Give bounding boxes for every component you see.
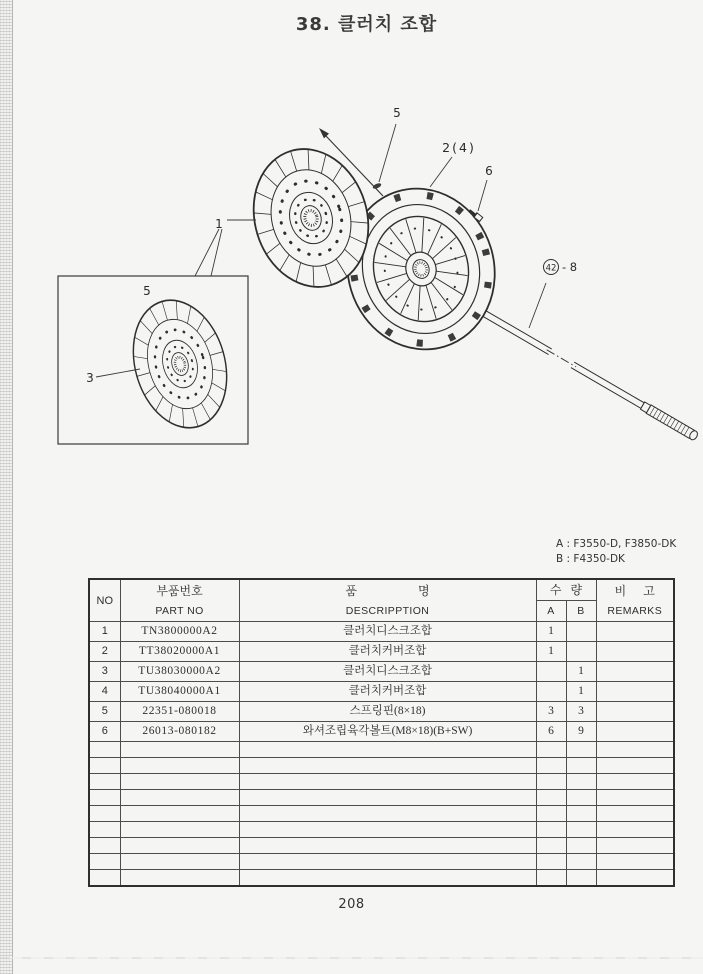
cell-part: 22351-080018 — [120, 702, 239, 722]
cell-qty-a: 3 — [536, 702, 566, 722]
cell-no: 6 — [89, 722, 120, 742]
cell-no: 4 — [89, 682, 120, 702]
table-row — [89, 662, 674, 682]
table-row — [89, 622, 674, 642]
table-row-empty — [89, 854, 674, 870]
table-row-empty — [89, 822, 674, 838]
cell-no: 3 — [89, 662, 120, 682]
cell-remarks — [596, 662, 674, 682]
header-description — [239, 579, 536, 622]
cell-part: TU38040000A1 — [120, 682, 239, 702]
variant-notes — [556, 537, 676, 566]
header-qty-b: B — [566, 601, 596, 622]
header-remarks-ko: 비 고 — [614, 583, 655, 598]
cell-no: 5 — [89, 702, 120, 722]
cell-part: TT38020000A1 — [120, 642, 239, 662]
cell-qty-b — [566, 642, 596, 662]
cell-qty-a: 1 — [536, 642, 566, 662]
cell-remarks — [596, 642, 674, 662]
callout-42-8-shaft — [544, 260, 578, 275]
table-row — [89, 642, 674, 662]
callout-5-inset: 5 — [143, 284, 151, 298]
header-part-no-ko: 부품번호 — [156, 583, 203, 598]
header-description-en: DESCRIPPTION — [345, 604, 430, 617]
parts-table — [88, 578, 675, 887]
page-title: 38. 클러치 조합 — [295, 14, 438, 35]
cell-qty-a: 6 — [536, 722, 566, 742]
cell-desc: 클러치커버조합 — [239, 642, 536, 662]
cell-qty-a — [536, 662, 566, 682]
header-remarks — [596, 579, 674, 622]
header-remarks-en: REMARKS — [607, 604, 663, 617]
variant-note-b: B : F4350-DK — [556, 552, 625, 565]
cell-qty-b: 3 — [566, 702, 596, 722]
header-part-no — [120, 579, 239, 622]
cell-qty-a — [536, 682, 566, 702]
cell-remarks — [596, 682, 674, 702]
cell-remarks — [596, 722, 674, 742]
cell-qty-b: 1 — [566, 662, 596, 682]
cell-desc: 클러치디스크조합 — [239, 662, 536, 682]
input-shaft — [466, 300, 699, 441]
cell-qty-b — [566, 622, 596, 642]
inset-clutch-disc — [119, 289, 241, 439]
table-row-empty — [89, 870, 674, 887]
cell-part: TU38030000A2 — [120, 662, 239, 682]
cell-qty-b: 9 — [566, 722, 596, 742]
variant-note-a: A : F3550-D, F3850-DK — [556, 538, 677, 550]
cell-part: TN3800000A2 — [120, 622, 239, 642]
cell-qty-a: 1 — [536, 622, 566, 642]
table-row-empty — [89, 806, 674, 822]
shaft-suffix: - 8 — [562, 260, 578, 274]
cell-qty-b: 1 — [566, 682, 596, 702]
callout-2-4-cover: 2(4) — [442, 140, 476, 155]
table-row — [89, 722, 674, 742]
table-row — [89, 682, 674, 702]
cell-no: 2 — [89, 642, 120, 662]
header-qty: 수 량 — [536, 579, 596, 601]
cell-remarks — [596, 622, 674, 642]
spring-pin — [372, 182, 382, 190]
table-row-empty — [89, 742, 674, 758]
callout-6-bolt: 6 — [485, 164, 493, 178]
cell-part: 26013-080182 — [120, 722, 239, 742]
page-number: 208 — [338, 897, 365, 912]
callout-3-inset-disc: 3 — [86, 371, 94, 385]
header-qty-a: A — [536, 601, 566, 622]
cell-desc: 클러치디스크조합 — [239, 622, 536, 642]
callout-1-disc: 1 — [215, 217, 223, 231]
table-row-empty — [89, 838, 674, 854]
table-row-empty — [89, 790, 674, 806]
cell-remarks — [596, 702, 674, 722]
cell-desc: 클러치커버조합 — [239, 682, 536, 702]
circled-42: 42 — [545, 263, 557, 274]
header-no: NO — [89, 579, 120, 622]
cell-desc: 스프링핀(8×18) — [239, 702, 536, 722]
header-description-ko: 품 명 — [345, 583, 430, 598]
header-row-1 — [89, 579, 674, 601]
table-row — [89, 702, 674, 722]
table-row-empty — [89, 774, 674, 790]
cell-no: 1 — [89, 622, 120, 642]
scan-noise-line — [0, 957, 703, 959]
cell-desc: 와셔조립육각볼트(M8×18)(B+SW) — [239, 722, 536, 742]
callout-5-pin: 5 — [393, 106, 401, 120]
table-row-empty — [89, 758, 674, 774]
header-part-no-en: PART NO — [155, 604, 204, 617]
